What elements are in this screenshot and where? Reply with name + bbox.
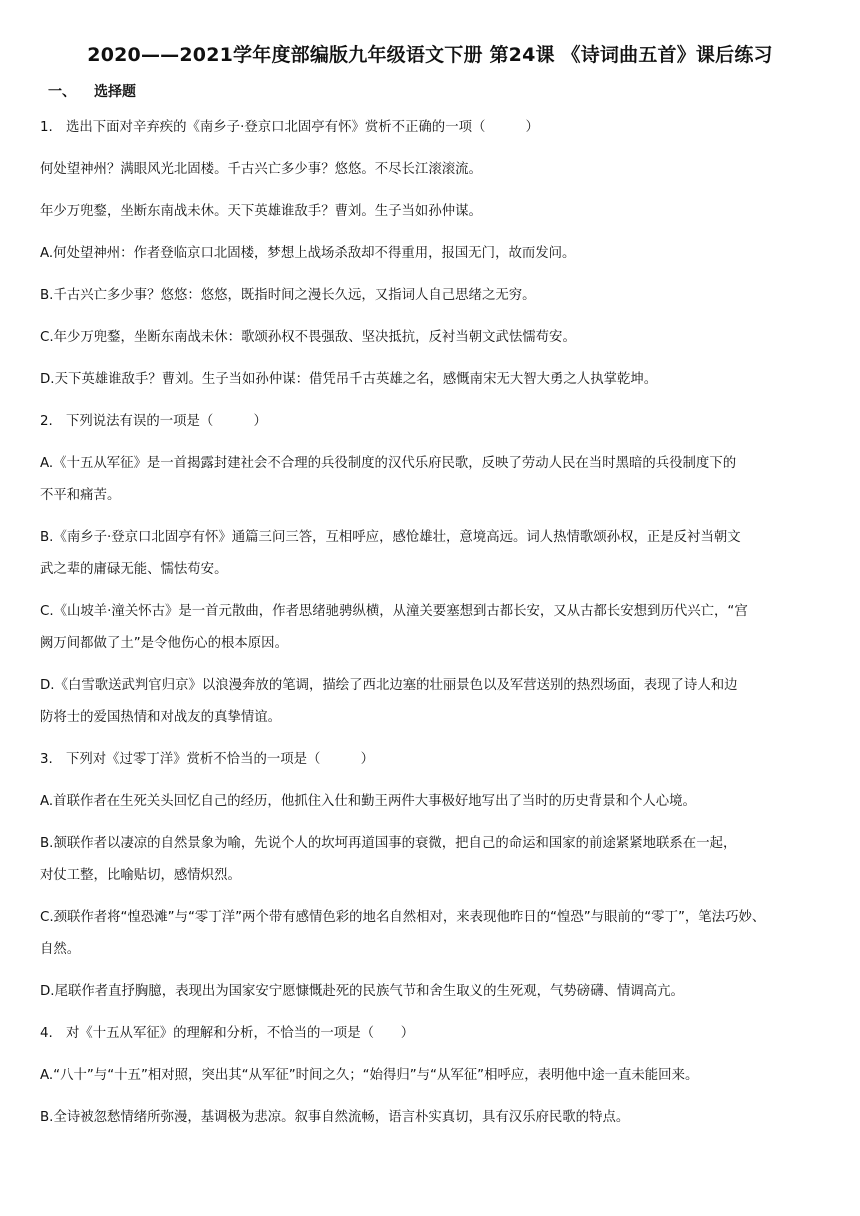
section-heading bbox=[48, 82, 820, 102]
question-2-option-b-line2: 武之辈的庸碌无能、懦怯苟安。 bbox=[40, 562, 228, 577]
question-3-option-b-line2: 对仗工整，比喻贴切，感情炽烈。 bbox=[40, 868, 241, 883]
page-title: 2020——2021学年度部编版九年级语文下册 第24课 《诗词曲五首》课后练习 bbox=[87, 44, 773, 66]
question-4-text: 对《十五从军征》的理解和分析，不恰当的一项是（ ） bbox=[66, 1026, 415, 1041]
question-3-number: 3. bbox=[40, 752, 53, 767]
question-2-text: 下列说法有误的一项是（ ） bbox=[66, 414, 267, 429]
question-4-option-a: A.“八十”与“十五”相对照，突出其“从军征”时间之久；“始得归”与“从军征”相呼应，表明他中途一直未能回来。 bbox=[40, 1068, 699, 1083]
question-2-option-b-line1: B.《南乡子·登京口北固亭有怀》通篇三问三答，互相呼应，感怆雄壮，意境高远。词人热情歌颂孙权，正是反衬当朝文 bbox=[40, 530, 741, 545]
poem-line-2: 年少万兜鍪，坐断东南战未休。天下英雄谁敌手？曹刘。生子当如孙仲谋。 bbox=[40, 204, 482, 219]
question-3-option-c-line1: C.颈联作者将“惶恐滩”与“零丁洋”两个带有感情色彩的地名自然相对，来表现他昨日的“惶恐”与眼前的“零丁”，笔法巧妙、 bbox=[40, 910, 766, 925]
question-4-number: 4. bbox=[40, 1026, 53, 1041]
question-2-option-c-line1: C.《山坡羊·潼关怀古》是一首元散曲，作者思绪驰骋纵横，从潼关要塞想到古都长安，又从古都长安想到历代兴亡，“宫 bbox=[40, 604, 748, 619]
question-2-option-d-line2: 防将士的爱国热情和对战友的真挚情谊。 bbox=[40, 710, 282, 725]
poem-line-1: 何处望神州？满眼风光北固楼。千古兴亡多少事？悠悠。不尽长江滚滚流。 bbox=[40, 162, 482, 177]
question-3-option-d: D.尾联作者直抒胸臆，表现出为国家安宁愿慷慨赴死的民族气节和舍生取义的生死观，气势磅礴、情调高亢。 bbox=[40, 984, 684, 999]
question-2-option-a-line2: 不平和痛苦。 bbox=[40, 488, 121, 503]
question-2-option-a-line1: A.《十五从军征》是一首揭露封建社会不合理的兵役制度的汉代乐府民歌，反映了劳动人民在当时黑暗的兵役制度下的 bbox=[40, 456, 737, 471]
section-label: 选择题 bbox=[94, 84, 136, 100]
question-1-option-c: C.年少万兜鍪，坐断东南战未休：歌颂孙权不畏强敌、坚决抵抗，反衬当朝文武怯懦苟安。 bbox=[40, 330, 576, 345]
question-1-text: 选出下面对辛弃疾的《南乡子·登京口北固亭有怀》赏析不正确的一项（ ） bbox=[66, 120, 539, 135]
question-2-number: 2. bbox=[40, 414, 53, 429]
question-3-stem bbox=[40, 750, 820, 770]
question-1-option-a: A.何处望神州：作者登临京口北固楼，梦想上战场杀敌却不得重用，报国无门，故而发问。 bbox=[40, 246, 576, 261]
question-2-option-d-line1: D.《白雪歌送武判官归京》以浪漫奔放的笔调，描绘了西北边塞的壮丽景色以及军营送别的热烈场面，表现了诗人和边 bbox=[40, 678, 738, 693]
question-1-stem bbox=[40, 118, 820, 138]
question-3-text: 下列对《过零丁洋》赏析不恰当的一项是（ ） bbox=[66, 752, 374, 767]
question-1-option-d: D.天下英雄谁敌手？曹刘。生子当如孙仲谋：借凭吊千古英雄之名，感慨南宋无大智大勇之人执掌乾坤。 bbox=[40, 372, 658, 387]
question-2-stem bbox=[40, 412, 820, 432]
question-2-option-c-line2: 阙万间都做了土”是令他伤心的根本原因。 bbox=[40, 636, 288, 651]
question-3-option-c-line2: 自然。 bbox=[40, 942, 81, 957]
question-4-option-b: B.全诗被忽愁情绪所弥漫，基调极为悲凉。叙事自然流畅，语言朴实真切，具有汉乐府民歌的特点。 bbox=[40, 1110, 630, 1125]
question-1-option-b: B.千古兴亡多少事？悠悠：悠悠，既指时间之漫长久远，又指词人自己思绪之无穷。 bbox=[40, 288, 536, 303]
question-1-number: 1. bbox=[40, 120, 53, 135]
question-4-stem bbox=[40, 1024, 820, 1044]
question-3-option-b-line1: B.颔联作者以凄凉的自然景象为喻，先说个人的坎坷再道国事的衰微，把自己的命运和国家的前途紧紧地联系在一起， bbox=[40, 836, 737, 851]
section-number: 一、 bbox=[48, 84, 76, 100]
question-3-option-a: A.首联作者在生死关头回忆自己的经历，他抓住入仕和勤王两件大事极好地写出了当时的历史背景和个人心境。 bbox=[40, 794, 696, 809]
